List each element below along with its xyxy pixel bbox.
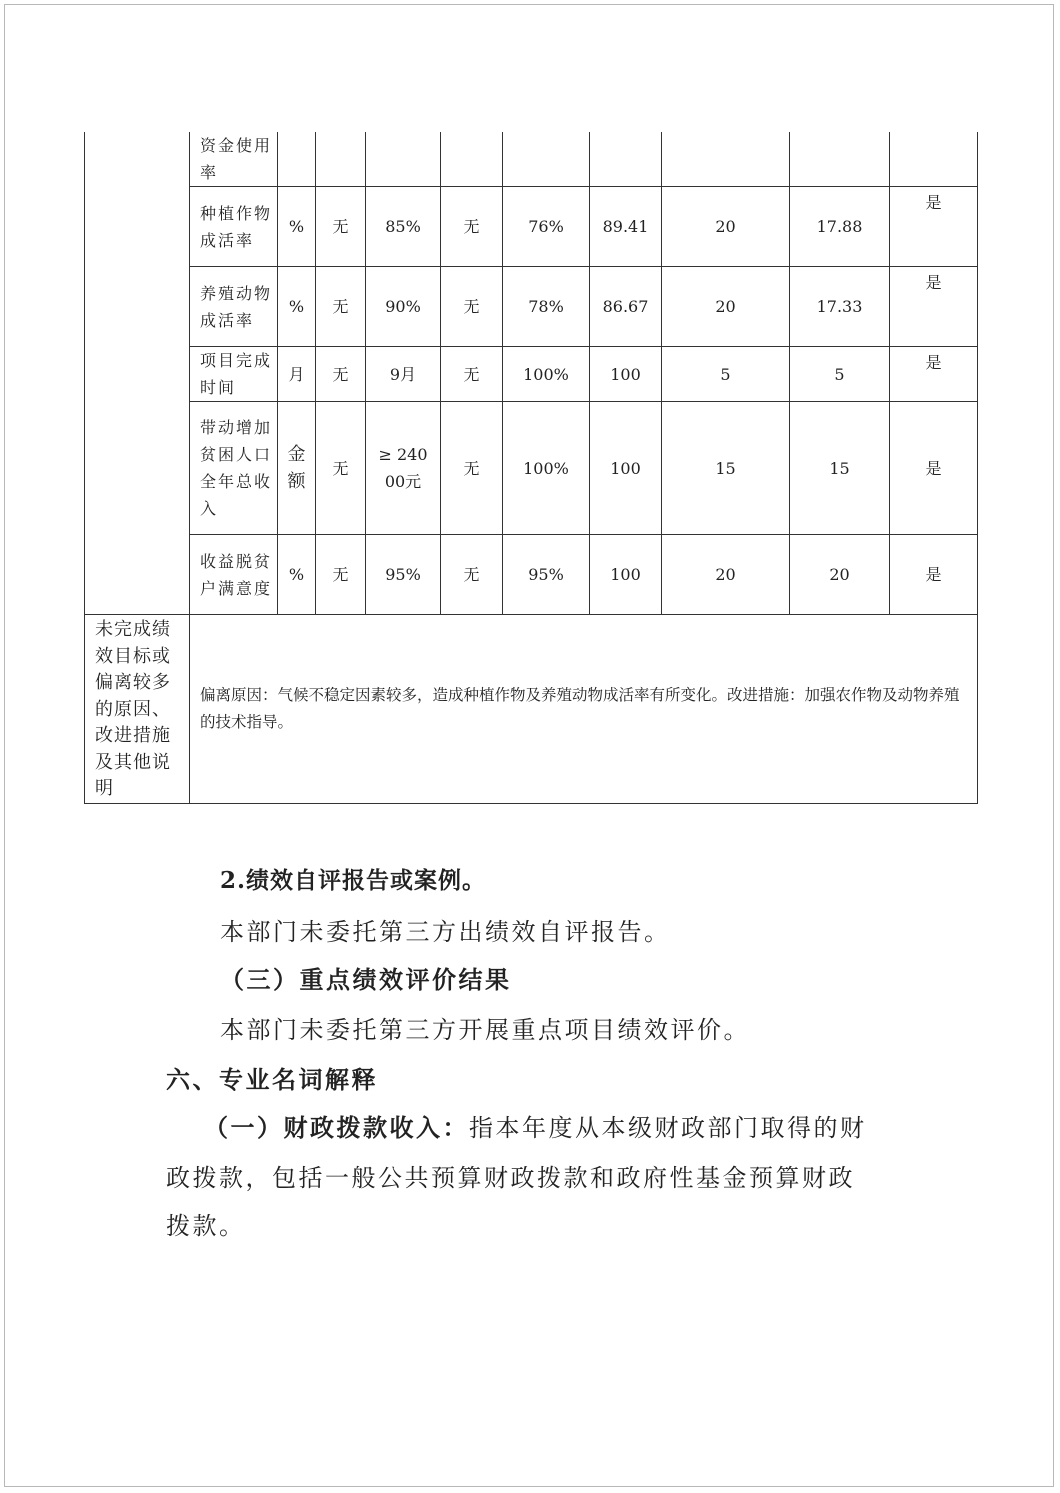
indicator-name: 资金使用率 bbox=[190, 132, 278, 187]
achieved-cell: 是 bbox=[890, 267, 978, 347]
plan-upper-cell bbox=[441, 132, 503, 187]
heading-terms: 六、专业名词解释 bbox=[166, 1065, 378, 1094]
unit-cell: % bbox=[278, 267, 316, 347]
table-row bbox=[85, 402, 978, 535]
table-row bbox=[85, 267, 978, 347]
weight-cell: 20 bbox=[662, 267, 790, 347]
indicator-name: 带动增加贫困人口全年总收入 bbox=[190, 402, 278, 535]
achieved-cell bbox=[890, 132, 978, 187]
target-cell: 95% bbox=[366, 535, 441, 615]
weight-cell bbox=[662, 132, 790, 187]
actual-cell: 100% bbox=[503, 402, 590, 535]
performance-table-section bbox=[84, 132, 977, 804]
plan-lower-cell bbox=[316, 132, 366, 187]
plan-upper-cell: 无 bbox=[441, 267, 503, 347]
unit-cell: 金额 bbox=[278, 402, 316, 535]
term1-line1 bbox=[204, 1108, 867, 1143]
indicator-category-cell bbox=[85, 132, 190, 615]
term1-label: （一）财政拨款收入： bbox=[204, 1113, 469, 1142]
score-cell: 20 bbox=[790, 535, 890, 615]
performance-table bbox=[84, 132, 978, 804]
actual-cell bbox=[503, 132, 590, 187]
table-row bbox=[85, 535, 978, 615]
unit-cell: 月 bbox=[278, 347, 316, 402]
score-cell: 17.33 bbox=[790, 267, 890, 347]
plan-lower-cell: 无 bbox=[316, 267, 366, 347]
completion-cell: 100 bbox=[590, 402, 662, 535]
indicator-name: 项目完成时间 bbox=[190, 347, 278, 402]
unit-cell bbox=[278, 132, 316, 187]
unit-cell: % bbox=[278, 187, 316, 267]
achieved-cell: 是 bbox=[890, 187, 978, 267]
table-row bbox=[85, 615, 978, 804]
completion-cell: 89.41 bbox=[590, 187, 662, 267]
para-self-eval-report: 本部门未委托第三方出绩效自评报告。 bbox=[220, 918, 671, 946]
plan-upper-cell: 无 bbox=[441, 402, 503, 535]
actual-cell: 95% bbox=[503, 535, 590, 615]
reason-label: 未完成绩效目标或偏离较多的原因、改进措施及其他说明 bbox=[85, 615, 190, 804]
target-cell bbox=[366, 132, 441, 187]
completion-cell bbox=[590, 132, 662, 187]
actual-cell: 76% bbox=[503, 187, 590, 267]
target-cell: ≥ 24000元 bbox=[366, 402, 441, 535]
target-cell: 90% bbox=[366, 267, 441, 347]
heading-self-eval-report: 2.绩效自评报告或案例。 bbox=[220, 867, 487, 894]
score-cell: 17.88 bbox=[790, 187, 890, 267]
plan-upper-cell: 无 bbox=[441, 535, 503, 615]
reason-text: 偏离原因：气候不稳定因素较多，造成种植作物及养殖动物成活率有所变化。改进措施：加强农作物及动物养殖的技术指导。 bbox=[190, 615, 978, 804]
score-cell: 15 bbox=[790, 402, 890, 535]
weight-cell: 15 bbox=[662, 402, 790, 535]
target-cell: 85% bbox=[366, 187, 441, 267]
plan-upper-cell: 无 bbox=[441, 187, 503, 267]
actual-cell: 100% bbox=[503, 347, 590, 402]
unit-cell: % bbox=[278, 535, 316, 615]
score-cell bbox=[790, 132, 890, 187]
term1-line2: 政拨款，包括一般公共预算财政拨款和政府性基金预算财政 bbox=[166, 1164, 855, 1192]
para-key-eval: 本部门未委托第三方开展重点项目绩效评价。 bbox=[220, 1016, 750, 1044]
indicator-name: 收益脱贫户满意度 bbox=[190, 535, 278, 615]
weight-cell: 20 bbox=[662, 535, 790, 615]
plan-lower-cell: 无 bbox=[316, 347, 366, 402]
achieved-cell: 是 bbox=[890, 402, 978, 535]
indicator-name: 种植作物成活率 bbox=[190, 187, 278, 267]
weight-cell: 5 bbox=[662, 347, 790, 402]
indicator-name: 养殖动物成活率 bbox=[190, 267, 278, 347]
target-cell: 9月 bbox=[366, 347, 441, 402]
term1-line3: 拨款。 bbox=[166, 1212, 246, 1240]
plan-upper-cell: 无 bbox=[441, 347, 503, 402]
table-row bbox=[85, 187, 978, 267]
completion-cell: 100 bbox=[590, 535, 662, 615]
plan-lower-cell: 无 bbox=[316, 187, 366, 267]
score-cell: 5 bbox=[790, 347, 890, 402]
completion-cell: 86.67 bbox=[590, 267, 662, 347]
table-row bbox=[85, 132, 978, 187]
plan-lower-cell: 无 bbox=[316, 402, 366, 535]
heading-key-eval: （三）重点绩效评价结果 bbox=[220, 965, 512, 994]
achieved-cell: 是 bbox=[890, 535, 978, 615]
completion-cell: 100 bbox=[590, 347, 662, 402]
achieved-cell: 是 bbox=[890, 347, 978, 402]
actual-cell: 78% bbox=[503, 267, 590, 347]
plan-lower-cell: 无 bbox=[316, 535, 366, 615]
table-row bbox=[85, 347, 978, 402]
weight-cell: 20 bbox=[662, 187, 790, 267]
term1-text: 指本年度从本级财政部门取得的财 bbox=[469, 1114, 867, 1142]
